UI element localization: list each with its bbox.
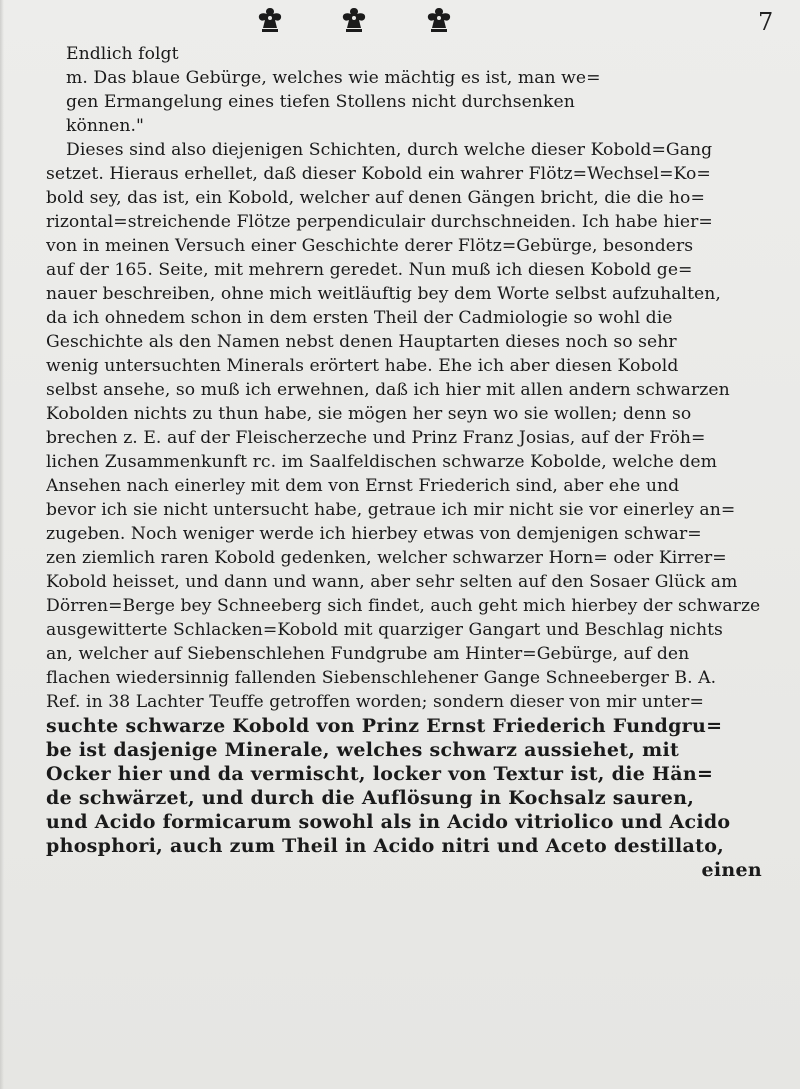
text-line: suchte schwarze Kobold von Prinz Ernst Friederich Fundgru= [46, 715, 723, 737]
text-line: selbst ansehe, so muß ich erwehnen, daß ich hier mit allen andern schwarzen [46, 380, 730, 400]
text-line: de schwärzet, und durch die Auflösung in Kochsalz sauren, [46, 787, 695, 809]
text-line: zen ziemlich raren Kobold gedenken, welcher schwarzer Horn= oder Kirrer= [46, 548, 727, 568]
text-line: Endlich folgt [66, 44, 179, 64]
body-text [46, 42, 786, 882]
text-line: rizontal=streichende Flötze perpendiculair durchschneiden. Ich habe hier= [46, 212, 713, 232]
text-line: Ansehen nach einerley mit dem von Ernst Friederich sind, aber ehe und [46, 476, 680, 496]
text-line: brechen z. E. auf der Fleischerzeche und Prinz Franz Josias, auf der Fröh= [46, 428, 706, 448]
crown-ornament-icon [337, 6, 371, 34]
text-line: Kobold heisset, und dann und wann, aber sehr selten auf den Sosaer Glück am [46, 572, 738, 592]
text-line: da ich ohnedem schon in dem ersten Theil der Cadmiologie so wohl die [46, 308, 673, 328]
text-line: gen Ermangelung eines tiefen Stollens nicht durchsenken [66, 92, 575, 112]
text-line: Ocker hier und da vermischt, locker von Textur ist, die Hän= [46, 763, 714, 785]
text-line: ausgewitterte Schlacken=Kobold mit quarziger Gangart und Beschlag nichts [46, 620, 723, 640]
text-line: einen [701, 859, 762, 881]
text-line: Kobolden nichts zu thun habe, sie mögen her seyn wo sie wollen; denn so [46, 404, 692, 424]
text-line: Dörren=Berge bey Schneeberg sich findet, auch geht mich hierbey der schwarze [46, 596, 761, 616]
page-number: 7 [758, 8, 774, 36]
text-line: können." [66, 116, 144, 136]
text-line: nauer beschreiben, ohne mich weitläuftig bey dem Worte selbst aufzuhalten, [46, 284, 721, 304]
text-line: auf der 165. Seite, mit mehrern geredet. Nun muß ich diesen Kobold ge= [46, 260, 693, 280]
text-line: bold sey, das ist, ein Kobold, welcher auf denen Gängen bricht, die die ho= [46, 188, 705, 208]
text-line: phosphori, auch zum Theil in Acido nitri und Aceto destillato, [46, 835, 725, 857]
text-line: Dieses sind also diejenigen Schichten, durch welche dieser Kobold=Gang [66, 140, 713, 160]
text-line: und Acido formicarum sowohl als in Acido vitriolico und Acido [46, 811, 731, 833]
text-line: m. Das blaue Gebürge, welches wie mächtig es ist, man we= [66, 68, 601, 88]
text-line: wenig untersuchten Minerals erörtert habe. Ehe ich aber diesen Kobold [46, 356, 679, 376]
text-line: von in meinen Versuch einer Geschichte derer Flötz=Gebürge, besonders [46, 236, 694, 256]
text-line: setzet. Hieraus erhellet, daß dieser Kobold ein wahrer Flötz=Wechsel=Ko= [46, 164, 711, 184]
text-line: be ist dasjenige Minerale, welches schwarz aussiehet, mit [46, 739, 680, 761]
text-line: Ref. in 38 Lachter Teuffe getroffen worden; sondern dieser von mir unter= [46, 692, 704, 712]
text-line: zugeben. Noch weniger werde ich hierbey etwas von demjenigen schwar= [46, 524, 702, 544]
page-edge-shadow [0, 0, 4, 1089]
crown-ornament-icon [422, 6, 456, 34]
text-line: Geschichte als den Namen nebst denen Hauptarten dieses noch so sehr [46, 332, 677, 352]
crown-ornament-icon [253, 6, 287, 34]
text-line: flachen wiedersinnig fallenden Siebenschlehener Gange Schneeberger B. A. [46, 668, 717, 688]
text-line: an, welcher auf Siebenschlehen Fundgrube am Hinter=Gebürge, auf den [46, 644, 690, 664]
text-line: bevor ich sie nicht untersucht habe, getraue ich mir nicht sie vor einerley an= [46, 500, 736, 520]
text-line: lichen Zusammenkunft rc. im Saalfeldischen schwarze Kobolde, welche dem [46, 452, 717, 472]
page-header [0, 6, 800, 42]
